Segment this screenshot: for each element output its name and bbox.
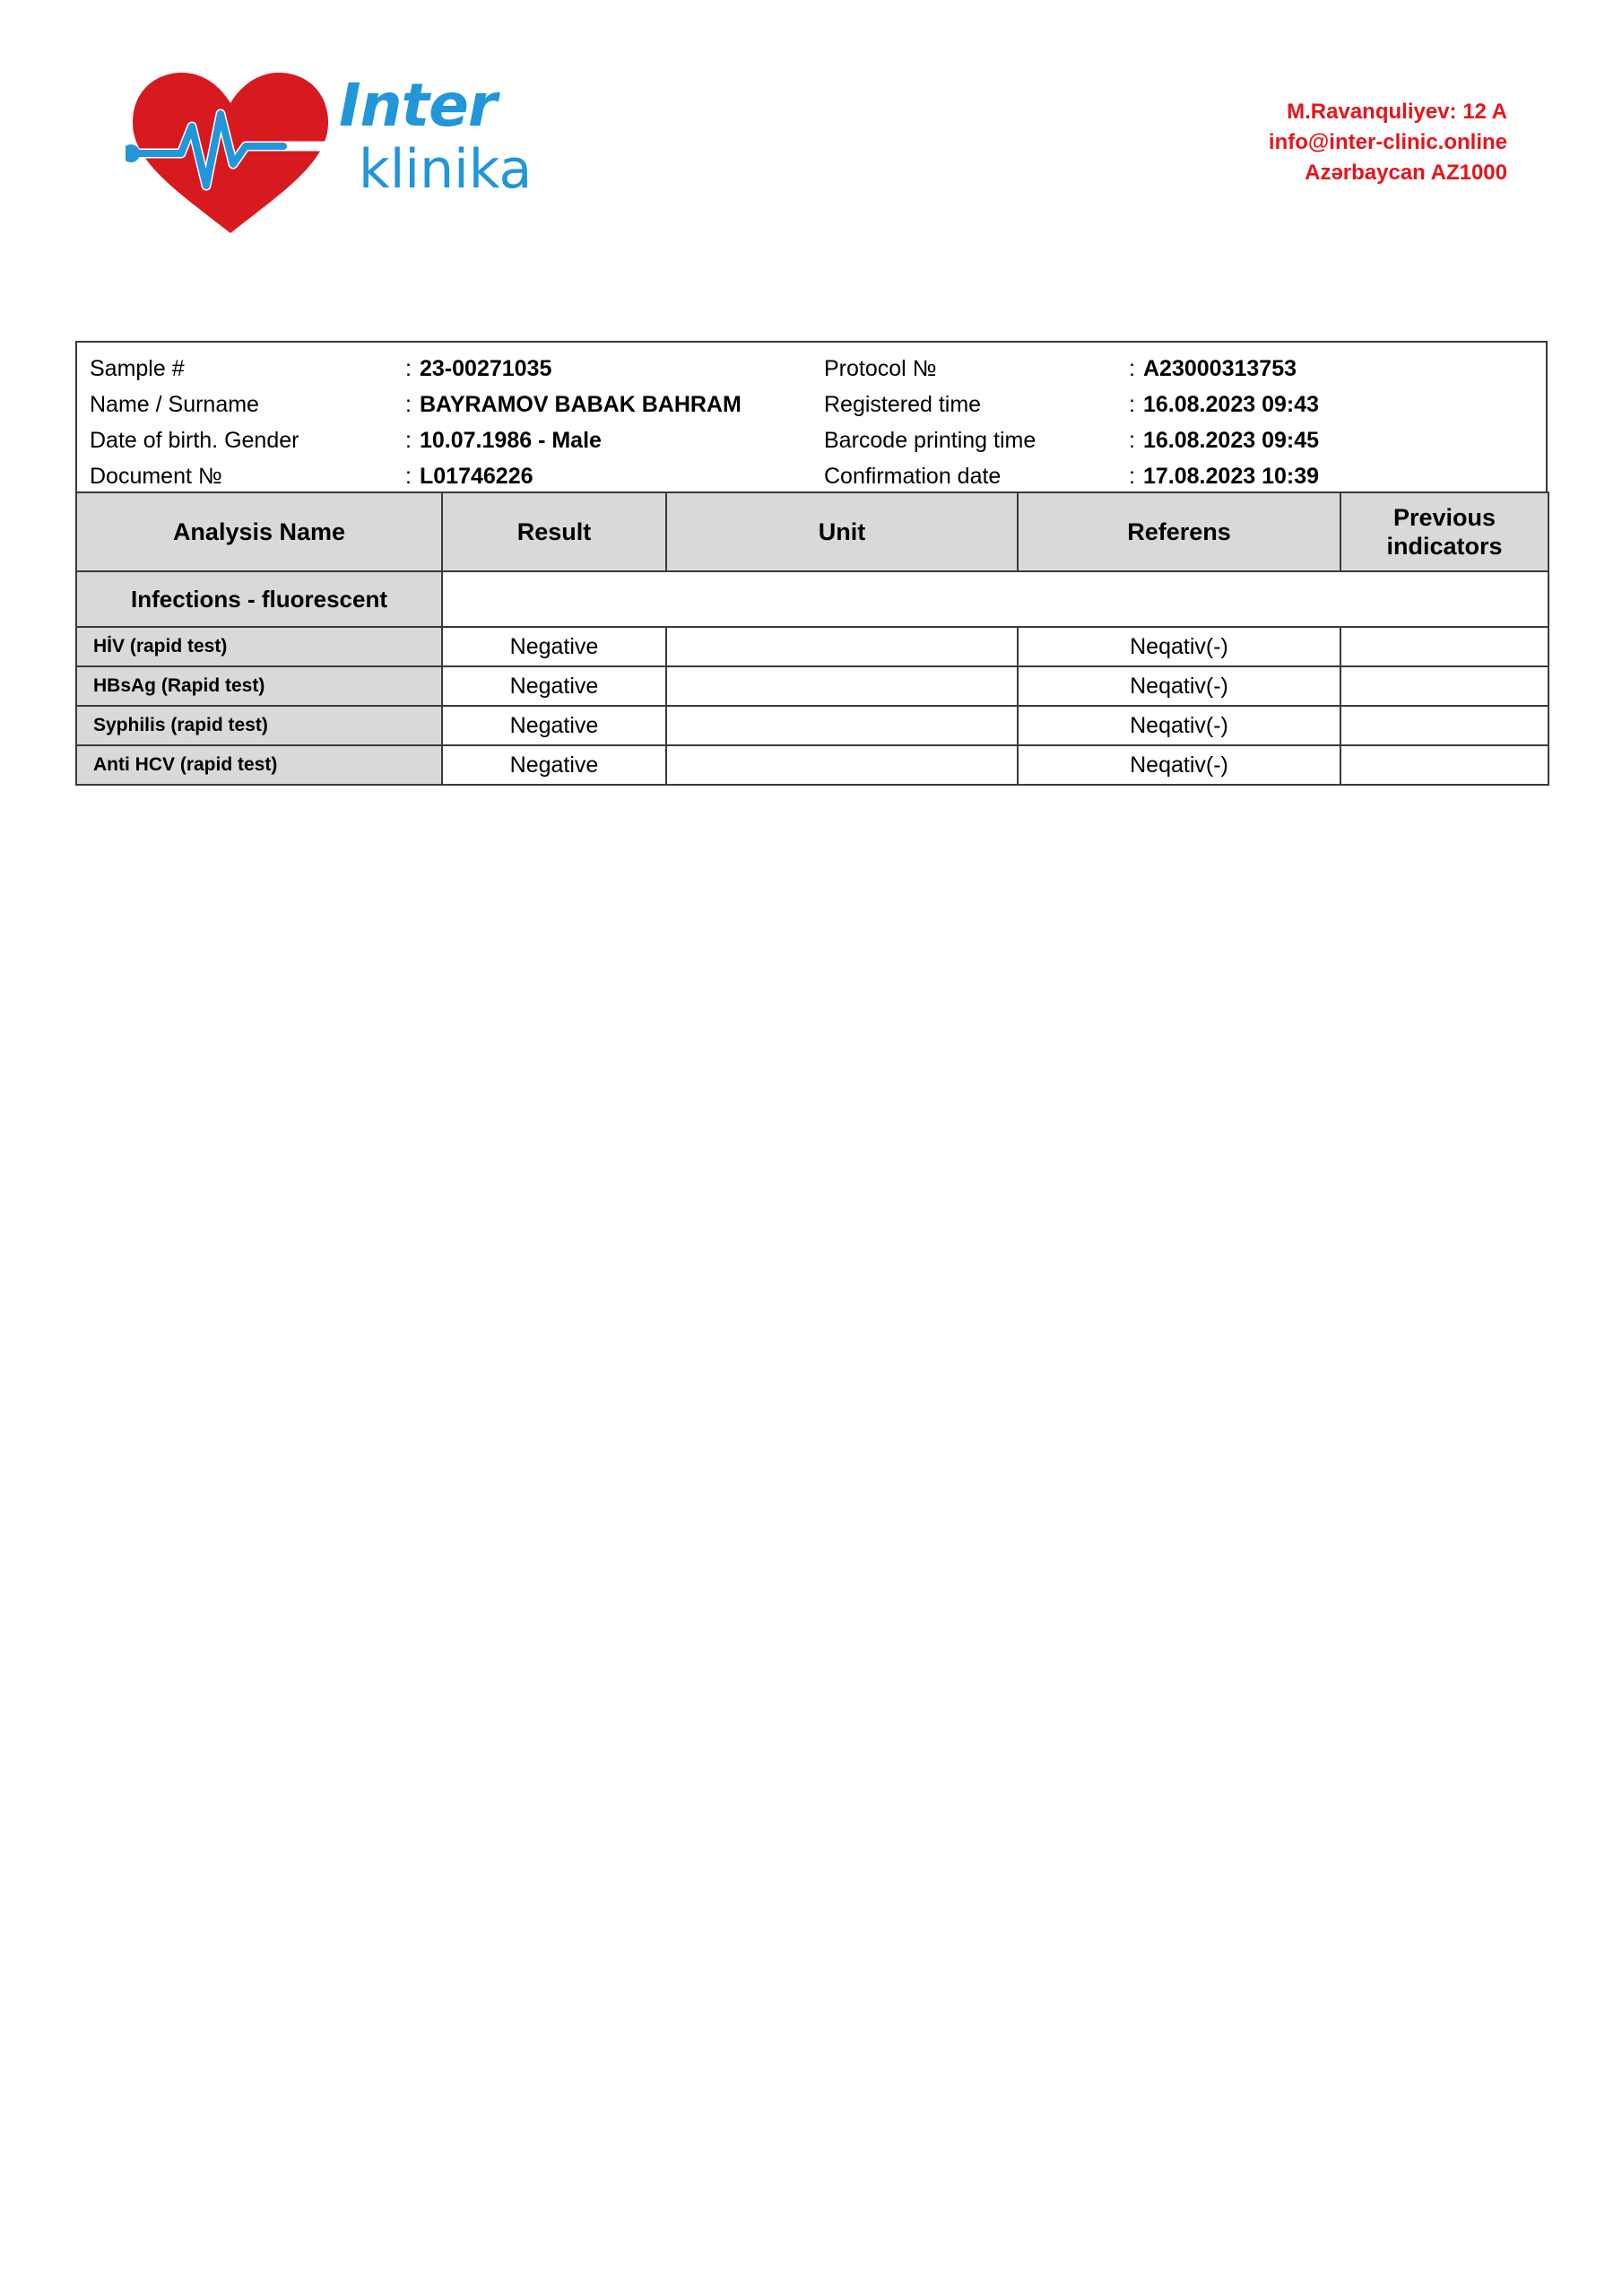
analyte-unit-hiv — [666, 627, 1018, 666]
info-label-sample: Sample # — [90, 356, 185, 381]
analyte-result-syphilis: Negative — [442, 706, 666, 745]
clinic-address-line-3: Azərbaycan AZ1000 — [1305, 161, 1507, 186]
table-row — [76, 627, 1548, 666]
info-colon: : — [1129, 392, 1135, 417]
clinic-email: info@inter-clinic.online — [1268, 130, 1507, 155]
info-label-document: Document № — [90, 464, 222, 489]
analyte-previous-syphilis — [1340, 706, 1548, 745]
info-row-registered-time — [824, 387, 1546, 422]
analyte-referens-anti-hcv: Neqativ(-) — [1018, 745, 1340, 785]
heart-ecg-icon — [126, 67, 336, 238]
info-value-barcode-time: 16.08.2023 09:45 — [1143, 428, 1320, 453]
results-table — [75, 491, 1549, 786]
analyte-result-hbsag: Negative — [442, 666, 666, 706]
analyte-referens-hiv: Neqativ(-) — [1018, 627, 1340, 666]
info-label-birth-gender: Date of birth. Gender — [90, 428, 299, 453]
info-colon: : — [405, 356, 412, 381]
clinic-address-line-1: M.Ravanquliyev: 12 A — [1287, 100, 1507, 124]
analyte-result-hiv: Negative — [442, 627, 666, 666]
info-colon: : — [1129, 464, 1135, 489]
clinic-logo — [117, 49, 619, 247]
column-header-result: Result — [442, 492, 666, 571]
info-row-barcode-time — [824, 422, 1546, 458]
table-row — [76, 706, 1548, 745]
analyte-unit-anti-hcv — [666, 745, 1018, 785]
column-header-previous-indicators: Previous indicators — [1340, 492, 1548, 571]
patient-info-panel — [75, 341, 1548, 502]
analyte-unit-syphilis — [666, 706, 1018, 745]
info-label-confirmation-date: Confirmation date — [824, 464, 1002, 489]
results-table-header-row — [76, 492, 1548, 571]
info-colon: : — [405, 464, 412, 489]
info-label-barcode-time: Barcode printing time — [824, 428, 1037, 453]
column-header-analysis-name: Analysis Name — [76, 492, 442, 571]
patient-info-left-column — [77, 343, 811, 502]
analyte-result-anti-hcv: Negative — [442, 745, 666, 785]
analyte-name-anti-hcv: Anti HCV (rapid test) — [76, 745, 442, 785]
logo-word-klinika: klinika — [359, 138, 533, 201]
analyte-name-syphilis: Syphilis (rapid test) — [76, 706, 442, 745]
info-value-confirmation-date: 17.08.2023 10:39 — [1143, 464, 1320, 489]
info-label-name: Name / Surname — [90, 392, 259, 417]
info-row-name — [90, 387, 811, 422]
info-value-sample: 23-00271035 — [420, 356, 552, 381]
analyte-unit-hbsag — [666, 666, 1018, 706]
info-value-name: BAYRAMOV BABAK BAHRAM — [420, 392, 742, 417]
analyte-name-hiv: HİV (rapid test) — [76, 627, 442, 666]
clinic-contact-block — [1269, 97, 1507, 188]
info-colon: : — [405, 392, 412, 417]
info-value-birth-gender: 10.07.1986 - Male — [420, 428, 602, 453]
info-value-document: L01746226 — [420, 464, 533, 489]
analyte-previous-anti-hcv — [1340, 745, 1548, 785]
patient-info-right-column — [811, 343, 1546, 502]
clinic-logo-text — [339, 71, 617, 201]
report-header — [0, 0, 1622, 296]
info-label-protocol: Protocol № — [824, 356, 937, 381]
info-row-document — [90, 458, 811, 494]
info-row-protocol — [824, 351, 1546, 387]
analyte-name-hbsag: HBsAg (Rapid test) — [76, 666, 442, 706]
group-title-infections-fluorescent: Infections - fluorescent — [76, 571, 442, 627]
info-colon: : — [1129, 356, 1135, 381]
group-empty-cell — [442, 571, 1548, 627]
info-value-protocol: A23000313753 — [1143, 356, 1297, 381]
info-row-birth-gender — [90, 422, 811, 458]
column-header-unit: Unit — [666, 492, 1018, 571]
group-header-row — [76, 571, 1548, 627]
table-row — [76, 666, 1548, 706]
analyte-previous-hbsag — [1340, 666, 1548, 706]
column-header-referens: Referens — [1018, 492, 1340, 571]
info-row-confirmation-date — [824, 458, 1546, 494]
info-label-registered-time: Registered time — [824, 392, 982, 417]
analyte-previous-hiv — [1340, 627, 1548, 666]
info-colon: : — [405, 428, 412, 453]
analyte-referens-syphilis: Neqativ(-) — [1018, 706, 1340, 745]
info-row-sample — [90, 351, 811, 387]
info-value-registered-time: 16.08.2023 09:43 — [1143, 392, 1320, 417]
info-colon: : — [1129, 428, 1135, 453]
analyte-referens-hbsag: Neqativ(-) — [1018, 666, 1340, 706]
table-row — [76, 745, 1548, 785]
logo-word-inter: Inter — [339, 71, 497, 140]
